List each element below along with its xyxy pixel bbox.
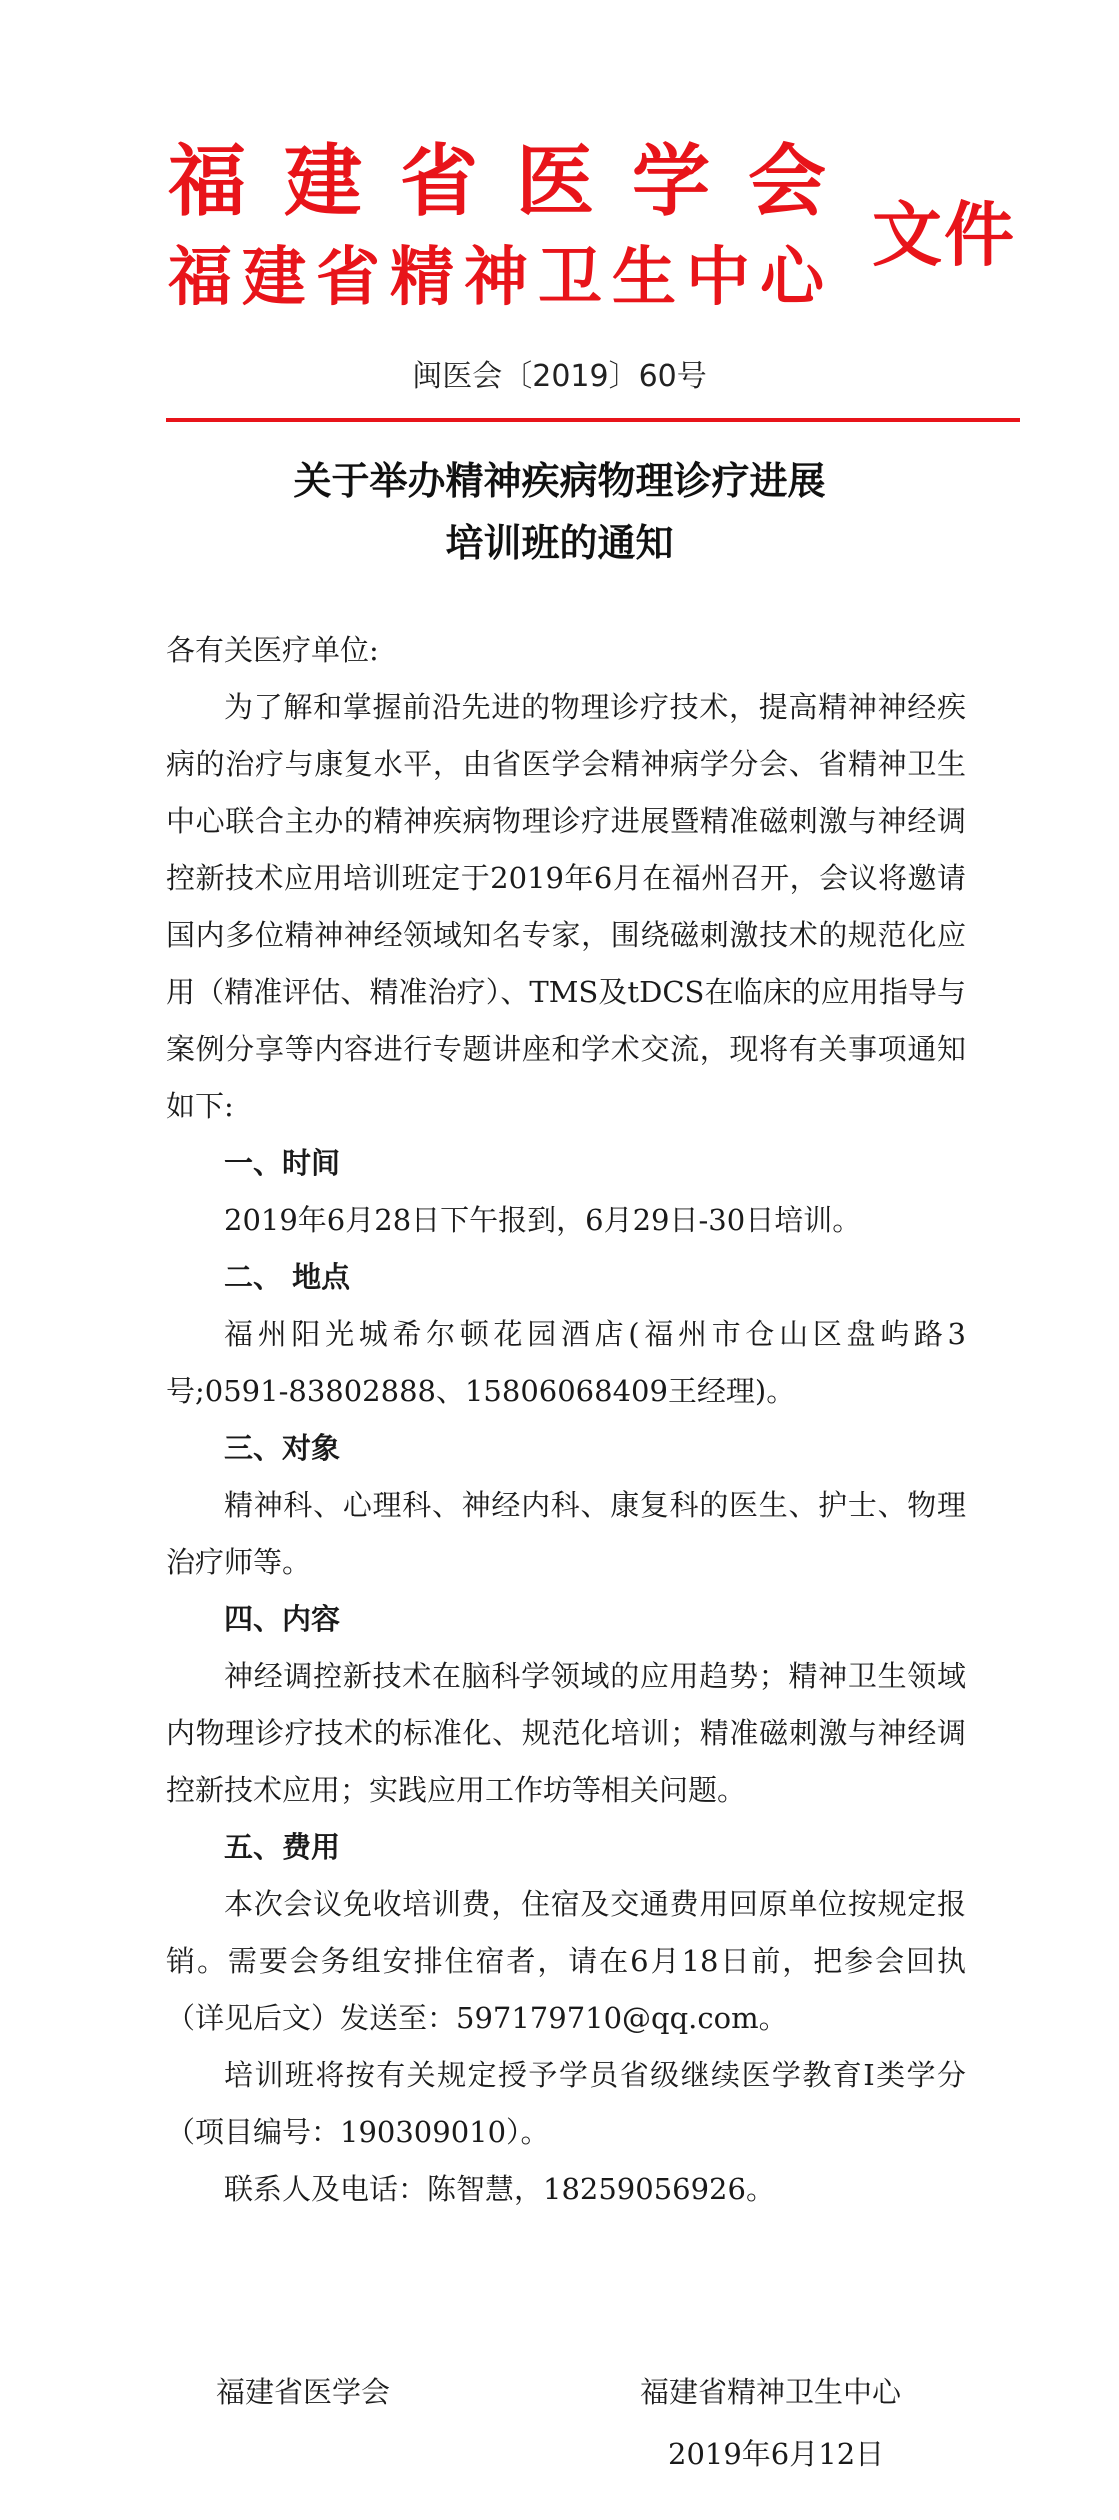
red-divider-line: [166, 418, 1020, 422]
section-fees-text: 本次会议免收培训费，住宿及交通费用回原单位按规定报销。需要会务组安排住宿者，请在6月18日前，把参会回执（详见后文）发送至：597179710@qq.com。: [166, 1887, 966, 2035]
document-title-line-1: 关于举办精神疾病物理诊疗进展: [293, 459, 826, 503]
signature-medical-association: 福建省医学会: [216, 2375, 391, 2409]
document-body: [166, 622, 966, 2218]
signature-date: 2019年6月12日: [668, 2437, 885, 2471]
section-heading-content: 四、内容: [224, 1602, 341, 1636]
header-file-label: 文件: [872, 193, 1016, 276]
section-heading-audience: 三、对象: [224, 1431, 341, 1465]
header-org-medical-association: 福建省医学会: [168, 136, 865, 227]
section-heading-location: 二、 地点: [224, 1260, 351, 1294]
section-heading-fees: 五、费用: [224, 1830, 341, 1864]
intro-paragraph: 为了解和掌握前沿先进的物理诊疗技术，提高精神神经疾病的治疗与康复水平，由省医学会精神病学分会、省精神卫生中心联合主办的精神疾病物理诊疗进展暨精准磁刺激与神经调控新技术应用培训班定于2019年6月在福州召开，会议将邀请国内多位精神神经领域知名专家，围绕磁刺激技术的规范化应用（精准评估、精准治疗）、TMS及tDCS在临床的应用指导与案例分享等内容进行专题讲座和学术交流，现将有关事项通知如下:: [166, 690, 966, 1123]
section-content-text: 神经调控新技术在脑科学领域的应用趋势；精神卫生领域内物理诊疗技术的标准化、规范化培训；精准磁刺激与神经调控新技术应用；实践应用工作坊等相关问题。: [166, 1659, 966, 1807]
section-time-text: 2019年6月28日下午报到，6月29日-30日培训。: [224, 1203, 862, 1237]
section-location-text: 福州阳光城希尔顿花园酒店(福州市仓山区盘屿路3号;0591-83802888、15806068409王经理)。: [166, 1317, 966, 1408]
document-title-line-2: 培训班的通知: [445, 521, 674, 565]
signature-mental-health-center: 福建省精神卫生中心: [640, 2375, 902, 2409]
section-audience-text: 精神科、心理科、神经内科、康复科的医生、护士、物理治疗师等。: [166, 1488, 966, 1579]
section-credits-text: 培训班将按有关规定授予学员省级继续医学教育I类学分（项目编号：190309010）。: [166, 2058, 966, 2149]
salutation: 各有关医疗单位:: [166, 633, 379, 667]
document-number: 闽医会〔2019〕60号: [412, 359, 707, 394]
header-org-mental-health-center: 福建省精神卫生中心: [168, 240, 834, 315]
section-heading-time: 一、时间: [224, 1146, 341, 1180]
section-contact-text: 联系人及电话：陈智慧，18259056926。: [224, 2172, 775, 2206]
